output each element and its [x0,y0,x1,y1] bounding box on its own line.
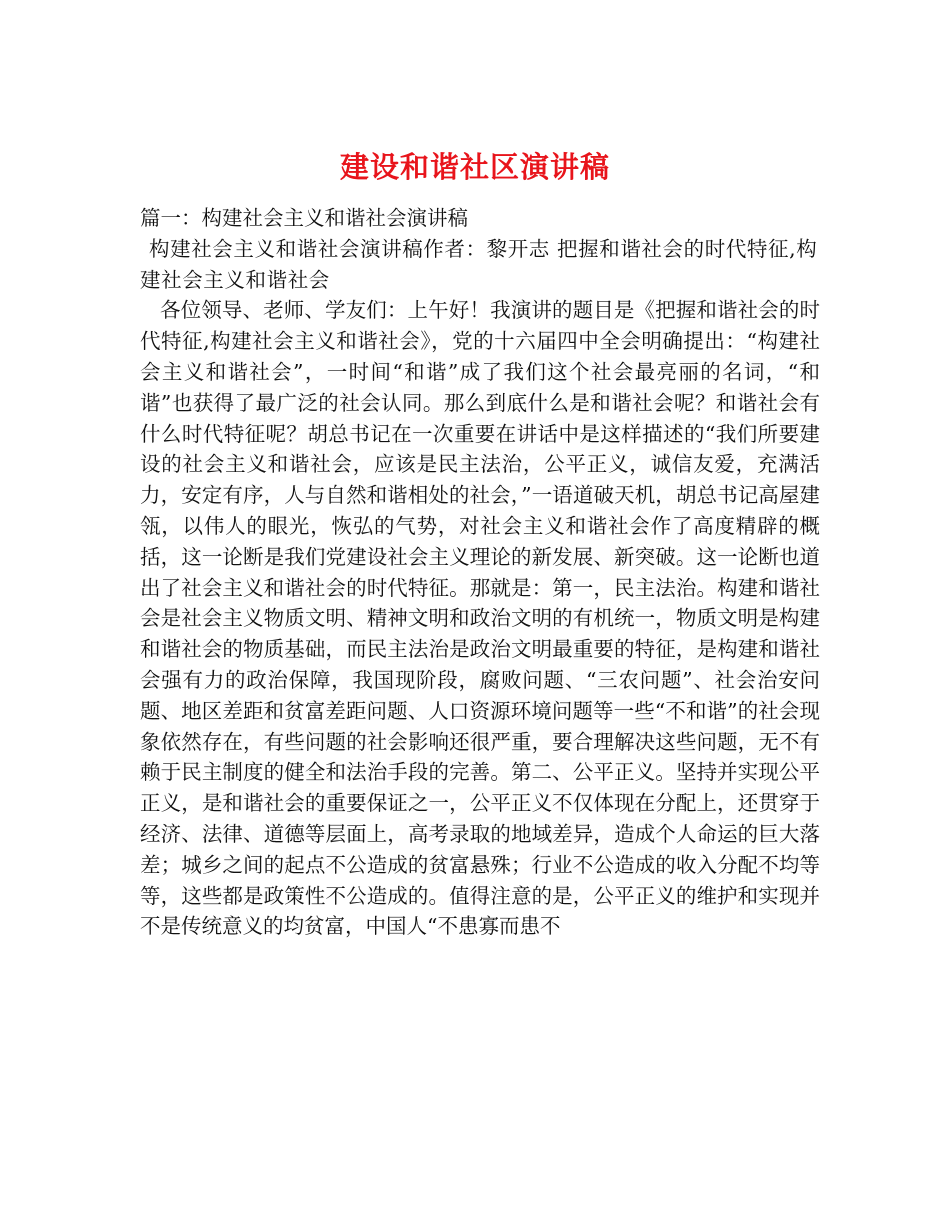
document-title: 建设和谐社区演讲稿 [339,150,610,185]
subtitle-paragraph: 构建社会主义和谐社会演讲稿作者：黎开志 把握和谐社会的时代特征,构建社会主义和谐社会 [140,236,818,292]
document-body [140,203,820,942]
section-heading: 篇一：构建社会主义和谐社会演讲稿 [140,206,468,230]
body-paragraph: 各位领导、老师、学友们：上午好！我演讲的题目是《把握和谐社会的时代特征,构建社会主义和谐社会》，党的十六届四中全会明确提出：“构建社会主义和谐社会”，一时间“和谐”成了我们这个社会最亮丽的名词，“和谐”也获得了最广泛的社会认同。那么到底什么是和谐社会呢？和谐社会有什么时代特征呢？胡总书记在一次重要在讲话中是这样描述的“我们所要建设的社会主义和谐社会，应该是民主法治，公平正义，诚信友爱，充满活力，安定有序，人与自然和谐相处的社会，”一语道破天机，胡总书记高屋建瓴，以伟人的眼光，恢弘的气势，对社会主义和谐社会作了高度精辟的概括，这一论断是我们党建设社会主义理论的新发展、新突破。这一论断也道出了社会主义和谐社会的时代特征。那就是：第一，民主法治。构建和谐社会是社会主义物质文明、精神文明和政治文明的有机统一，物质文明是构建和谐社会的物质基础，而民主法治是政治文明最重要的特征，是构建和谐社会强有力的政治保障，我国现阶段，腐败问题、“三农问题”、社会治安问题、地区差距和贫富差距问题、人口资源环境问题等一些“不和谐”的社会现象依然存在，有些问题的社会影响还很严重，要合理解决这些问题，无不有赖于民主制度的健全和法治手段的完善。第二、公平正义。坚持并实现公平正义，是和谐社会的重要保证之一，公平正义不仅体现在分配上，还贯穿于经济、法律、道德等层面上，高考录取的地域差异，造成个人命运的巨大落差；城乡之间的起点不公造成的贫富悬殊；行业不公造成的收入分配不均等等，这些都是政策性不公造成的。值得注意的是，公平正义的维护和实现并不是传统意义的均贫富，中国人“不患寡而患不 [140,298,820,939]
